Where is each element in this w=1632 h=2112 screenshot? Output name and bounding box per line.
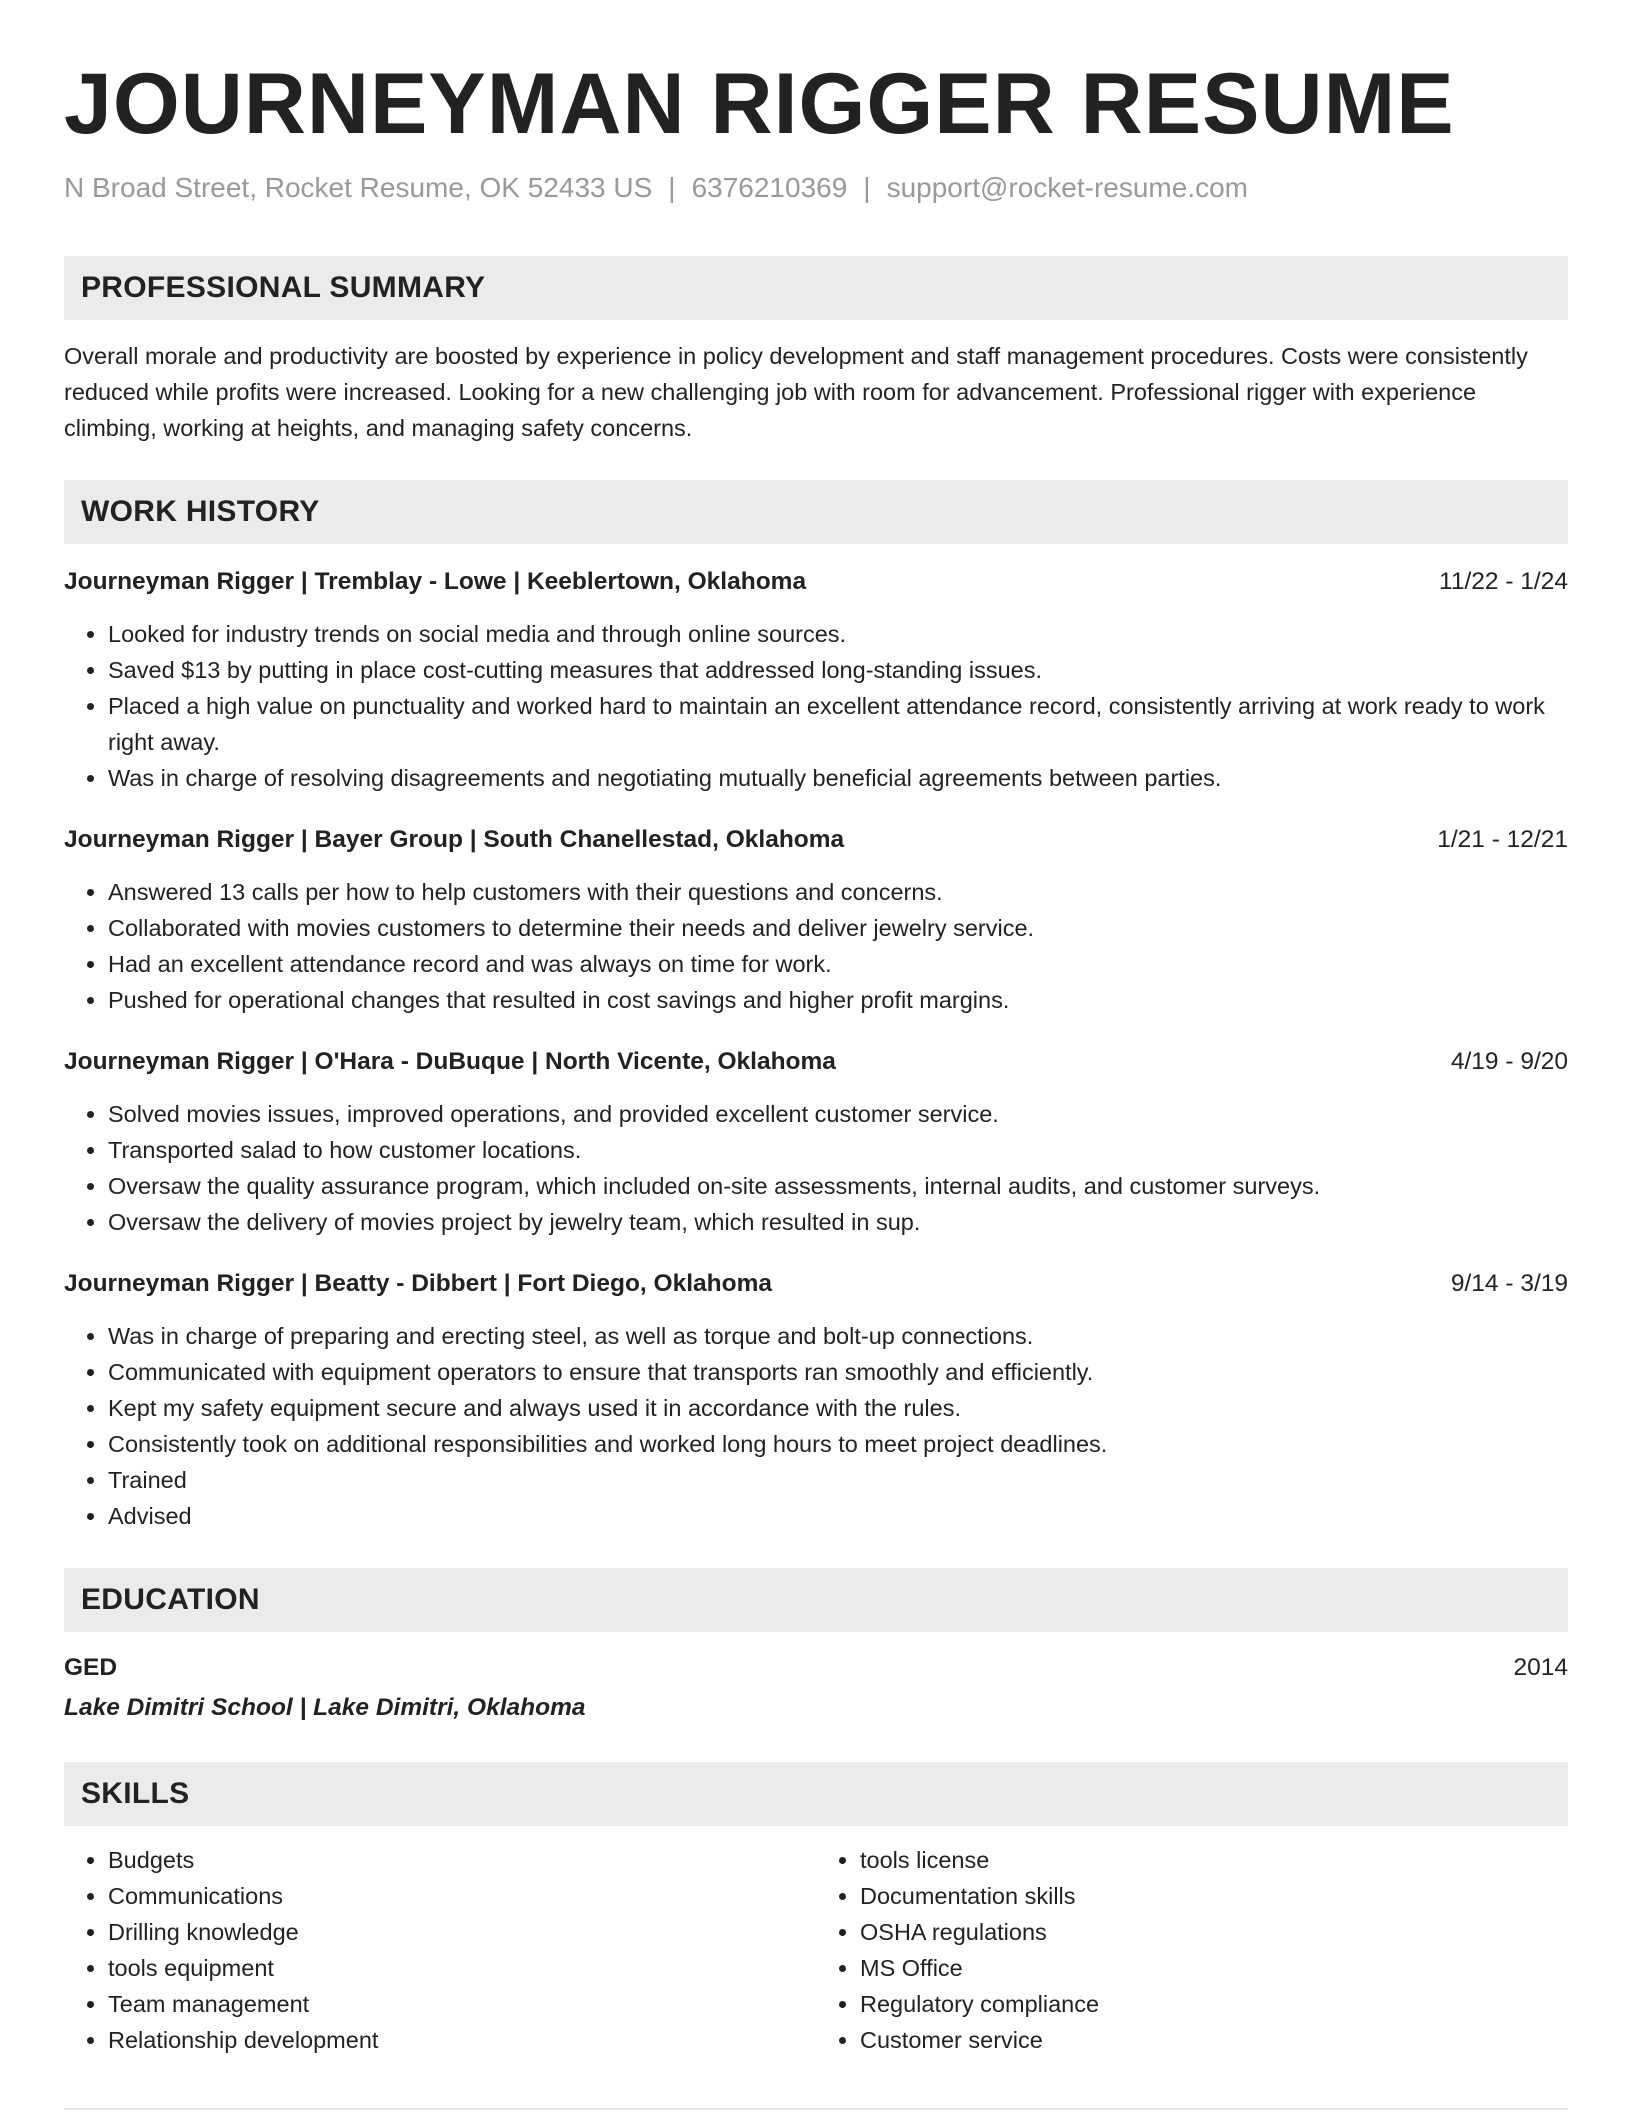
job-entry <box>64 1044 1568 1240</box>
job-header <box>64 564 1568 600</box>
job-bullets <box>64 1096 1568 1240</box>
education-degree: GED <box>64 1654 118 1681</box>
job-bullet: • Placed a high value on punctuality and worked hard to maintain an excellent attendance record, consistently arriving at work ready to work right away. <box>108 688 1568 760</box>
job-dates: 9/14 - 3/19 <box>1450 1270 1568 1297</box>
bottom-divider <box>64 2108 1568 2110</box>
job-bullets <box>64 874 1568 1018</box>
job-header <box>64 1266 1568 1302</box>
skill-item: • Relationship development <box>108 2022 816 2058</box>
summary-text: Overall morale and productivity are boosted by experience in policy development and staff management procedures. Costs were consistently reduced while profits were increased. Looking for a new challenging job with room for advancement. Professional rigger with experience climbing, working at heights, and managing safety concerns. <box>64 343 1528 441</box>
job-title: Journeyman Rigger | Bayer Group | South Chanellestad, Oklahoma <box>64 826 845 853</box>
skill-item: • OSHA regulations <box>860 1914 1568 1950</box>
job-bullet: • Oversaw the delivery of movies project by jewelry team, which resulted in sup. <box>108 1204 1568 1240</box>
job-title: Journeyman Rigger | O'Hara - DuBuque | North Vicente, Oklahoma <box>64 1048 836 1075</box>
job-entry <box>64 822 1568 1018</box>
contact-separator: | <box>668 172 676 203</box>
job-bullet: • Consistently took on additional responsibilities and worked long hours to meet project deadlines. <box>108 1426 1568 1462</box>
job-header <box>64 822 1568 858</box>
contact-phone: 6376210369 <box>691 172 848 203</box>
section-heading-work-history: WORK HISTORY <box>64 480 1568 544</box>
job-entry <box>64 564 1568 796</box>
skill-item: • Communications <box>108 1878 816 1914</box>
job-bullet: • Transported salad to how customer locations. <box>108 1132 1568 1168</box>
education-year: 2014 <box>1513 1654 1568 1681</box>
skill-item: • Customer service <box>860 2022 1568 2058</box>
skill-item: • Documentation skills <box>860 1878 1568 1914</box>
job-bullet: • Pushed for operational changes that resulted in cost savings and higher profit margins. <box>108 982 1568 1018</box>
job-bullet: • Was in charge of resolving disagreements and negotiating mutually beneficial agreements between parties. <box>108 760 1568 796</box>
skill-item: • Team management <box>108 1986 816 2022</box>
job-bullet: • Communicated with equipment operators to ensure that transports ran smoothly and efficiently. <box>108 1354 1568 1390</box>
skill-item: • tools license <box>860 1842 1568 1878</box>
section-heading-skills: SKILLS <box>64 1762 1568 1826</box>
resume-title: JOURNEYMAN RIGGER RESUME <box>64 56 1455 152</box>
job-bullet: • Collaborated with movies customers to determine their needs and deliver jewelry service. <box>108 910 1568 946</box>
job-bullet: • Saved $13 by putting in place cost-cutting measures that addressed long-standing issues. <box>108 652 1568 688</box>
job-bullet: • Kept my safety equipment secure and always used it in accordance with the rules. <box>108 1390 1568 1426</box>
job-dates: 11/22 - 1/24 <box>1439 568 1568 595</box>
education-header <box>64 1650 1568 1686</box>
education-entry <box>64 1650 1568 1726</box>
education-school: Lake Dimitri School | Lake Dimitri, Oklahoma <box>64 1694 586 1721</box>
skills-column-right <box>816 1842 1568 2058</box>
contact-separator: | <box>863 172 871 203</box>
job-bullet: • Answered 13 calls per how to help customers with their questions and concerns. <box>108 874 1568 910</box>
job-bullets <box>64 616 1568 796</box>
skill-item: • MS Office <box>860 1950 1568 1986</box>
job-entry <box>64 1266 1568 1534</box>
skill-item: • Budgets <box>108 1842 816 1878</box>
job-bullet: • Had an excellent attendance record and was always on time for work. <box>108 946 1568 982</box>
job-bullet: • Solved movies issues, improved operations, and provided excellent customer service. <box>108 1096 1568 1132</box>
skill-item: • tools equipment <box>108 1950 816 1986</box>
section-heading-education: EDUCATION <box>64 1568 1568 1632</box>
job-dates: 4/19 - 9/20 <box>1450 1048 1568 1075</box>
job-bullet: • Advised <box>108 1498 1568 1534</box>
job-title: Journeyman Rigger | Tremblay - Lowe | Keeblertown, Oklahoma <box>64 568 807 595</box>
job-title: Journeyman Rigger | Beatty - Dibbert | Fort Diego, Oklahoma <box>64 1270 772 1297</box>
job-dates: 1/21 - 12/21 <box>1437 826 1568 853</box>
contact-email: support@rocket-resume.com <box>886 172 1249 203</box>
job-bullet: • Trained <box>108 1462 1568 1498</box>
job-header <box>64 1044 1568 1080</box>
section-heading-summary: PROFESSIONAL SUMMARY <box>64 256 1568 320</box>
job-bullets <box>64 1318 1568 1534</box>
job-bullet: • Was in charge of preparing and erecting steel, as well as torque and bolt-up connections. <box>108 1318 1568 1354</box>
skills-list <box>64 1842 1568 2058</box>
contact-address: N Broad Street, Rocket Resume, OK 52433 US <box>64 172 653 203</box>
contact-line <box>64 170 1568 206</box>
skill-item: • Regulatory compliance <box>860 1986 1568 2022</box>
job-bullet: • Oversaw the quality assurance program, which included on-site assessments, internal audits, and customer surveys. <box>108 1168 1568 1204</box>
skill-item: • Drilling knowledge <box>108 1914 816 1950</box>
job-bullet: • Looked for industry trends on social media and through online sources. <box>108 616 1568 652</box>
skills-column-left <box>64 1842 816 2058</box>
